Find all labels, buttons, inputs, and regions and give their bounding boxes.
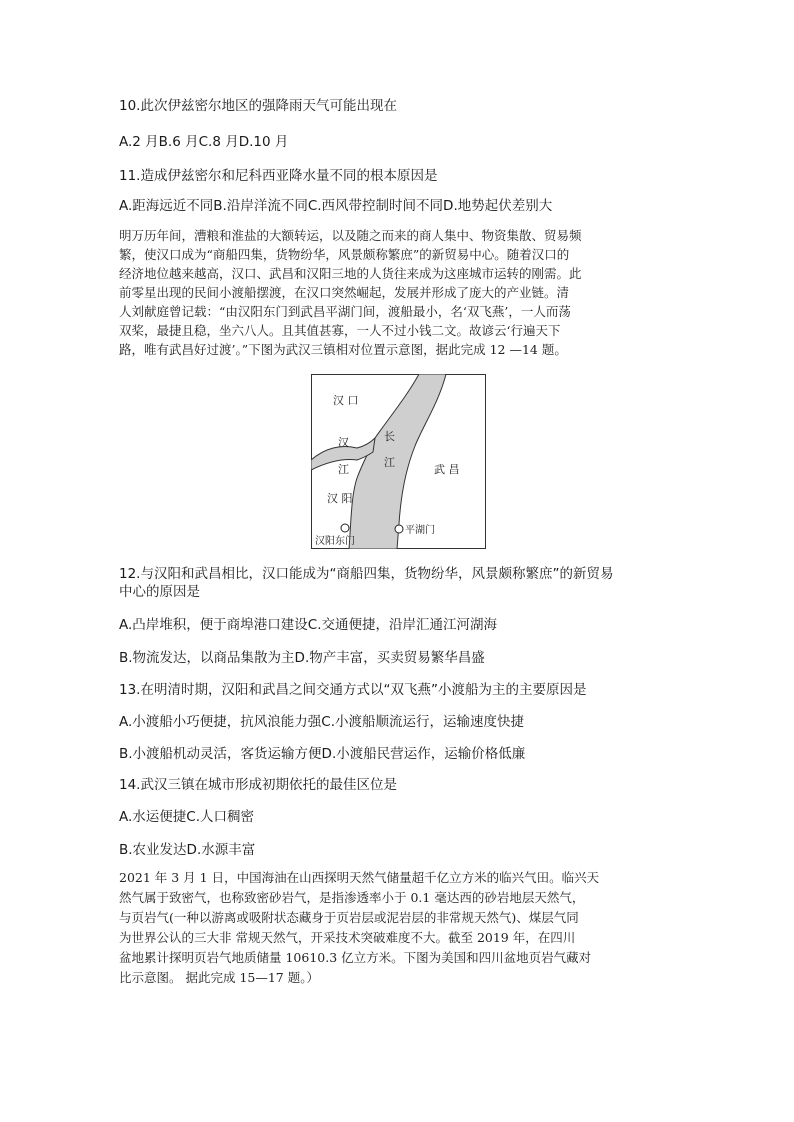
question-11-stem: 11.造成伊兹密尔和尼科西亚降水量不同的根本原因是 <box>119 168 438 184</box>
label-hanyang: 汉 阳 <box>327 492 353 505</box>
wuhan-three-towns-map <box>311 374 486 549</box>
passage-line: 前零星出现的民间小渡船摆渡，在汉口突然崛起，发展并形成了庞大的产业链。清 <box>119 285 570 300</box>
label-hankou: 汉 口 <box>333 394 359 407</box>
label-wuchang: 武 昌 <box>434 463 460 476</box>
passage-wuhan <box>119 226 684 359</box>
label-pinghu-gate: 平湖门 <box>405 525 435 536</box>
passage-line: 路，唯有武昌好过渡’。”下图为武汉三镇相对位置示意图，据此完成 12 —14 题。 <box>119 342 567 357</box>
question-12-options-line2: B.物流发达，以商品集散为主D.物产丰富，买卖贸易繁华昌盛 <box>119 650 485 666</box>
question-14-options-line2: B.农业发达D.水源丰富 <box>119 842 256 858</box>
label-han: 汉 <box>338 436 349 449</box>
passage-line: 经济地位越来越高，汉口、武昌和汉阳三地的人货往来成为这座城市运转的刚需。此 <box>119 266 582 281</box>
passage-line: 2021 年 3 月 1 日，中国海油在山西探明天然气储量超千亿立方米的临兴气田。临兴天 <box>119 870 600 885</box>
passage-line: 人刘献庭曾记载：“由汉阳东门到武昌平湖门间，渡船最小，名‘双飞燕’，一人而荡 <box>119 304 571 319</box>
question-13-stem: 13.在明清时期，汉阳和武昌之间交通方式以“双飞燕”小渡船为主的主要原因是 <box>119 682 587 698</box>
question-12-options-line1: A.凸岸堆积，便于商埠港口建设C.交通便捷，沿岸汇通江河湖海 <box>119 617 498 633</box>
label-hanyang-east-gate: 汉阳东门 <box>315 536 355 547</box>
label-jiang-chang: 江 <box>384 456 395 469</box>
passage-line: 盆地累计探明页岩气地质储量 10610.3 亿立方米。下图为美国和四川盆地页岩气藏对 <box>119 950 592 965</box>
passage-line: 然气属于致密气，也称致密砂岩气，是指渗透率小于 0.1 毫达西的砂岩地层天然气， <box>119 890 585 905</box>
question-13-options-line1: A.小渡船小巧便捷，抗风浪能力强C.小渡船顺流运行，运输速度快捷 <box>119 714 525 730</box>
marker-hanyang-east-gate <box>341 524 349 532</box>
passage-line: 为世界公认的三大非 常规天然气，开采技术突破难度不大。截至 2019 年，在四川 <box>119 930 576 945</box>
passage-line: 繁，使汉口成为“商船四集，货物纷华，风景颇称繁庶”的新贸易中心。随着汉口的 <box>119 247 570 262</box>
passage-line: 与页岩气(一种以游离或吸附状态藏身于页岩层或泥岩层的非常规天然气)、煤层气同 <box>119 910 579 925</box>
question-10-options: A.2 月B.6 月C.8 月D.10 月 <box>119 134 289 150</box>
question-10-stem: 10.此次伊兹密尔地区的强降雨天气可能出现在 <box>119 98 397 114</box>
question-14-options-line1: A.水运便捷C.人口稠密 <box>119 809 255 825</box>
label-chang: 长 <box>384 430 395 443</box>
passage-line: 比示意图。 据此完成 15—17 题。） <box>119 970 319 985</box>
passage-line: 双桨，最捷且稳，坐六八人。且其值甚寡，一人不过小钱二文。故谚云‘行遍天下 <box>119 323 561 338</box>
label-jiang-han: 江 <box>338 463 349 476</box>
question-12-stem-line1: 12.与汉阳和武昌相比，汉口能成为“商船四集，货物纷华，风景颇称繁庶”的新贸易 <box>119 566 614 582</box>
question-13-options-line2: B.小渡船机动灵活，客货运输方便D.小渡船民营运作，运输价格低廉 <box>119 746 526 762</box>
passage-line: 明万历年间，漕粮和淮盐的大额转运，以及随之而来的商人集中、物资集散、贸易频 <box>119 228 582 243</box>
question-14-stem: 14.武汉三镇在城市形成初期依托的最佳区位是 <box>119 777 397 793</box>
marker-pinghu-gate <box>395 525 403 533</box>
question-12-stem-line2: 中心的原因是 <box>119 584 200 600</box>
question-11-options: A.距海远近不同B.沿岸洋流不同C.西风带控制时间不同D.地势起伏差别大 <box>119 198 553 214</box>
passage-shale-gas <box>119 868 684 988</box>
